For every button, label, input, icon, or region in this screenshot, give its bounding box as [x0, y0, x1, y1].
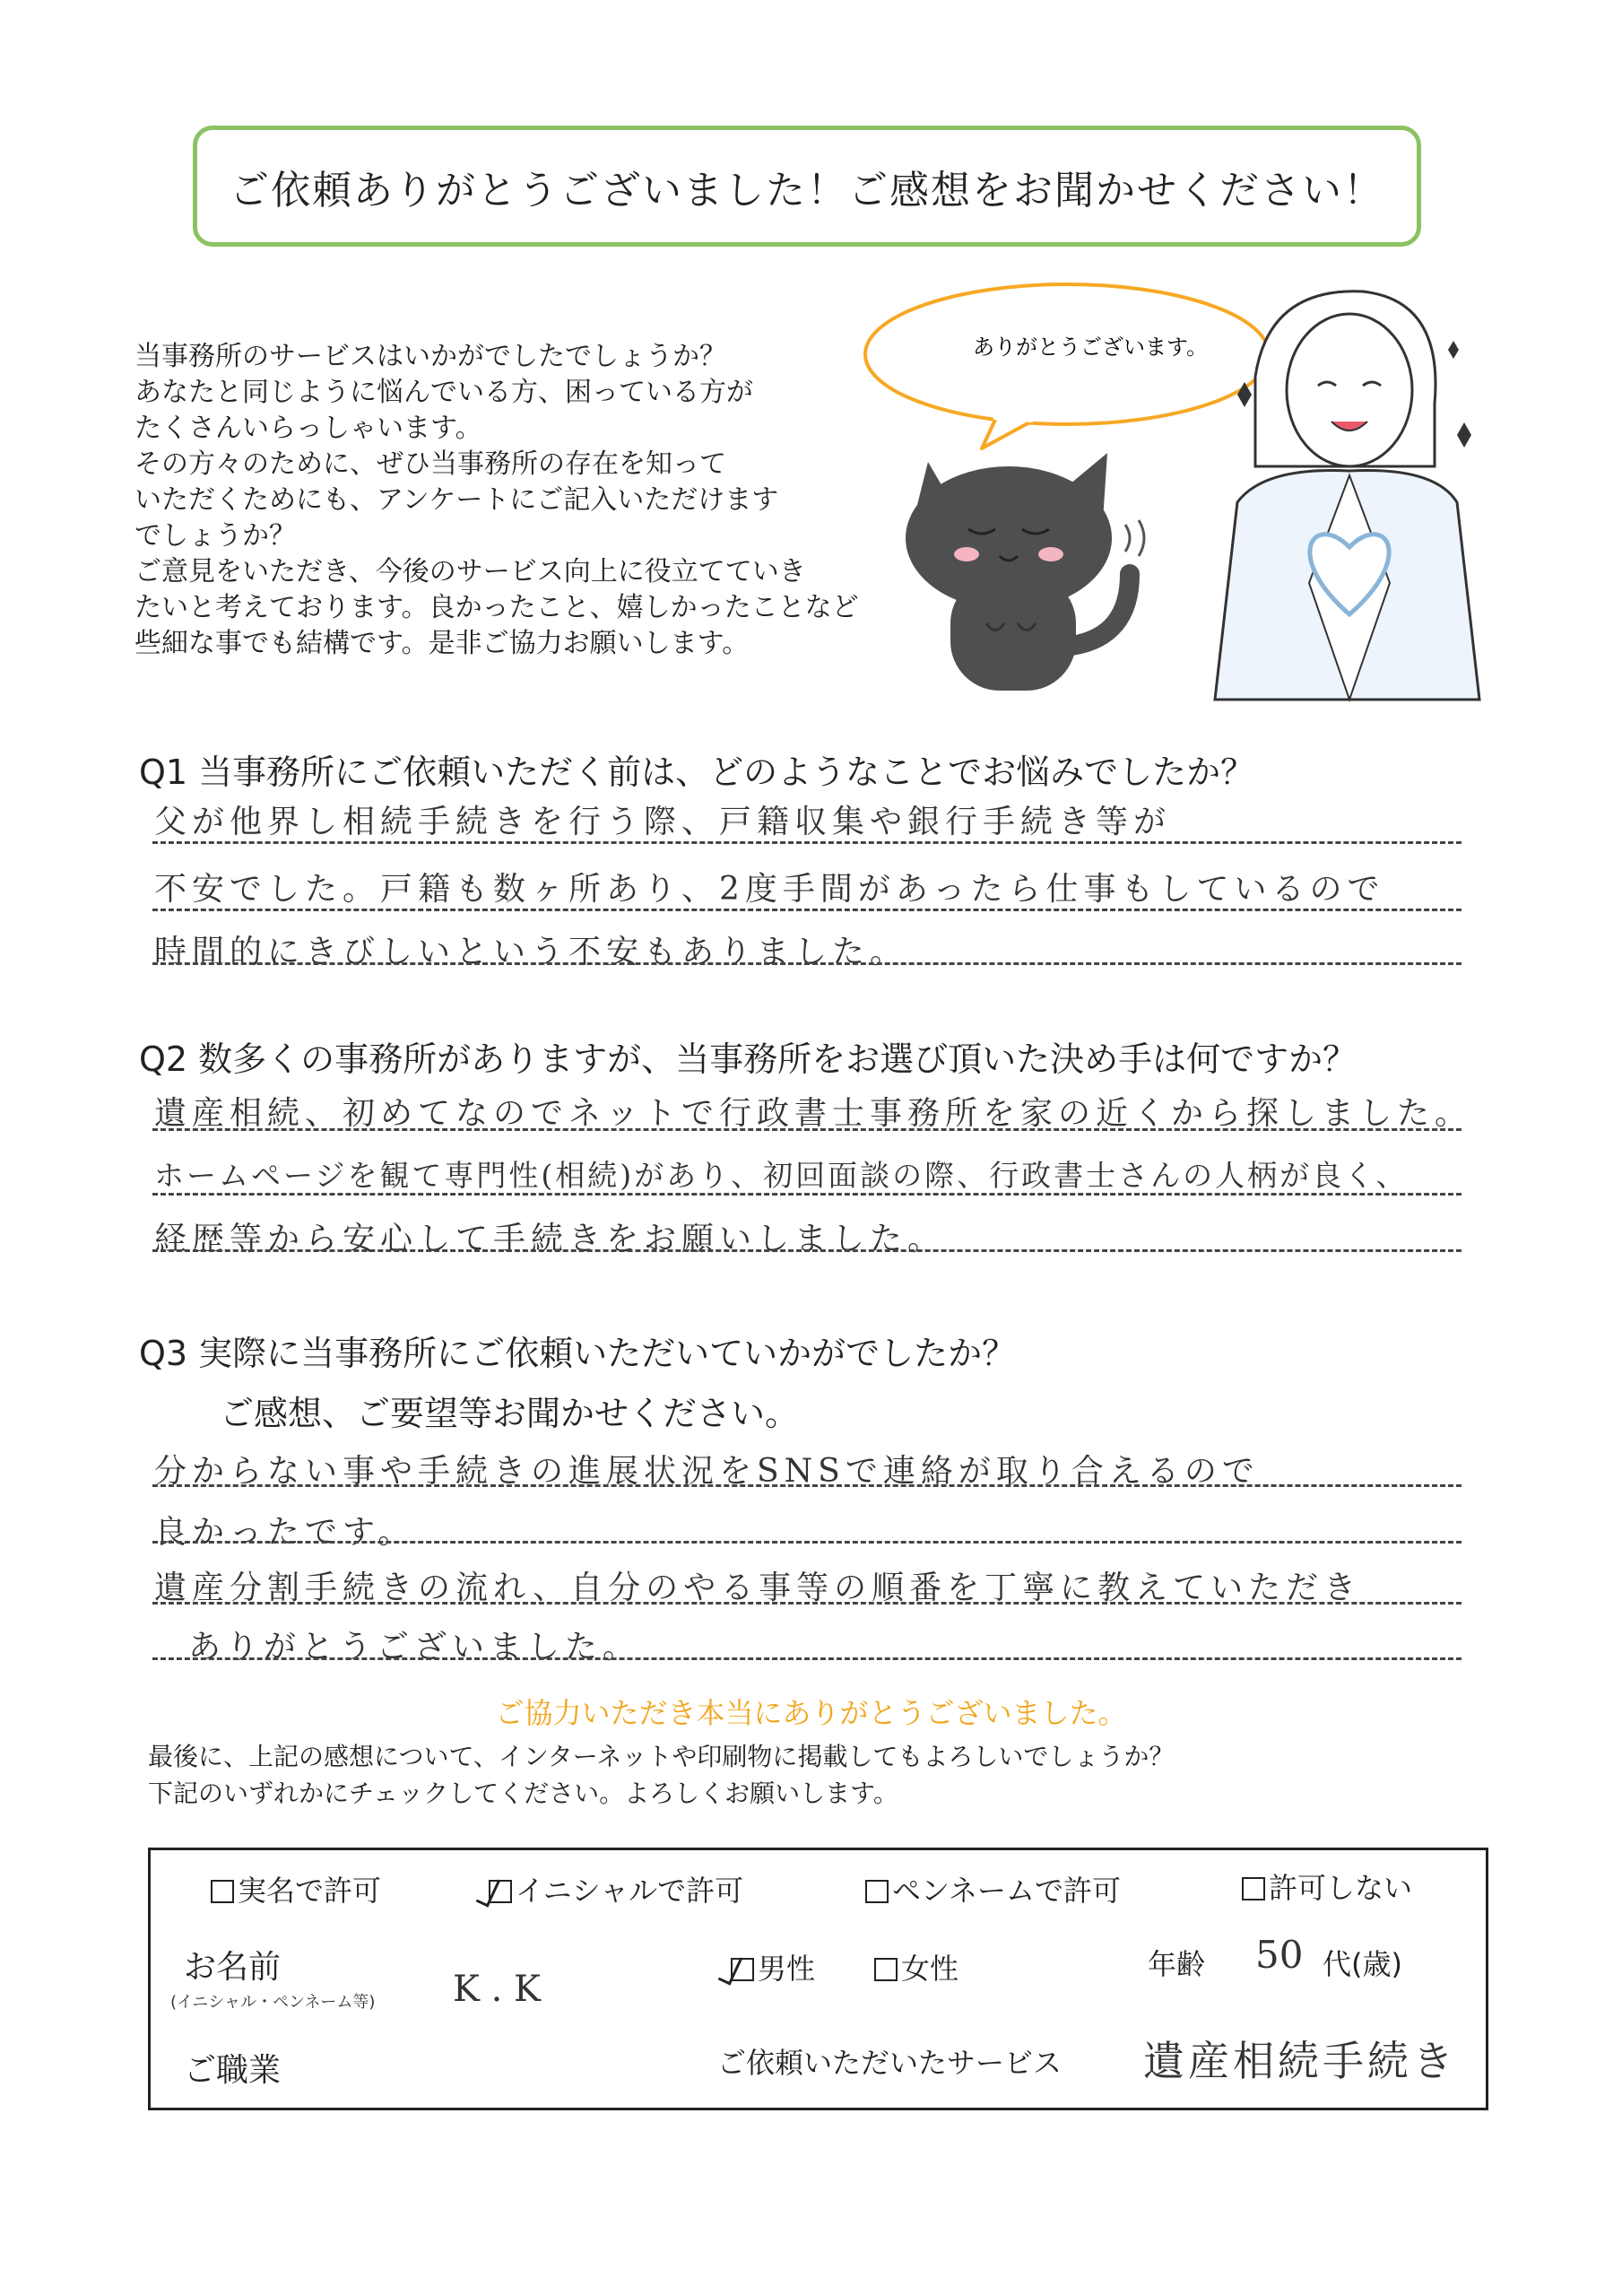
- q3-answer-line: 遺産分割手続きの流れ、自分のやる事等の順番を丁寧に教えていただき: [154, 1570, 1362, 1606]
- gender-option-male[interactable]: 男性: [731, 1946, 815, 1987]
- q3-answer-line: ありがとうございました。: [188, 1629, 641, 1665]
- q2-answer-line: ホームページを観て専門性(相続)があり、初回面談の際、行政書士さんの人柄が良く、: [154, 1158, 1409, 1193]
- q1-answer-line: 不安でした。戸籍も数ヶ所あり、2度手間があったら仕事もしているので: [154, 871, 1385, 908]
- permission-option-deny[interactable]: 許可しない: [1242, 1866, 1412, 1907]
- checkbox[interactable]: [865, 1880, 889, 1903]
- q3-answer-line: 分からない事や手続きの進展状況をSNSで連絡が取り合えるので: [154, 1453, 1260, 1490]
- publication-instruction: 下記のいずれかにチェックしてください。よろしくお願いします。: [148, 1779, 898, 1808]
- checkbox[interactable]: [731, 1958, 754, 1981]
- q2-answer-line: 経歴等から安心して手続きをお願いしました。: [154, 1221, 946, 1257]
- name-sublabel: (イニシャル・ペンネーム等): [170, 1993, 376, 2012]
- intro-line: その方々のために、ぜひ当事務所の存在を知って: [134, 448, 726, 480]
- illustration: [861, 269, 1488, 718]
- gender-option-female[interactable]: 女性: [874, 1946, 958, 1987]
- publication-question: 最後に、上記の感想について、インターネットや印刷物に掲載してもよろしいでしょうか？: [148, 1742, 1175, 1771]
- answer-rule: [152, 1249, 1462, 1252]
- q2-answer-line: 遺産相続、初めてなのでネットで行政書士事務所を家の近くから探しました。: [154, 1095, 1473, 1132]
- service-value[interactable]: 遺産相続手続き: [1143, 2037, 1457, 2085]
- permission-option-initial[interactable]: イニシャルで許可: [489, 1868, 743, 1909]
- answer-rule: [152, 1657, 1462, 1660]
- permission-option-realname[interactable]: 実名で許可: [211, 1868, 381, 1909]
- intro-line: ご意見をいただき、今後のサービス向上に役立てていき: [134, 556, 806, 587]
- permission-option-penname[interactable]: ペンネームで許可: [865, 1868, 1121, 1909]
- age-label: 年齢: [1148, 1947, 1206, 1981]
- q2-question: Q2 数多くの事務所がありますが、当事務所をお選び頂いた決め手は何ですか？: [139, 1039, 1357, 1079]
- answer-rule: [152, 1193, 1462, 1196]
- service-label: ご依頼いただいたサービス: [717, 2046, 1063, 2080]
- q3-answer-line: 良かったです。: [154, 1514, 416, 1551]
- name-label: お名前: [184, 1949, 282, 1986]
- speech-bubble: [865, 284, 1269, 448]
- intro-line: いただくためにも、アンケートにご記入いただけます: [134, 484, 779, 516]
- answer-rule: [152, 1602, 1462, 1605]
- speech-bubble-text: ありがとうございます。: [973, 335, 1209, 360]
- answer-rule: [152, 909, 1462, 911]
- q3-question: Q3 実際に当事務所にご依頼いただいていかがでしたか？: [139, 1334, 1017, 1373]
- intro-line: あなたと同じように悩んでいる方、困っている方が: [134, 377, 753, 408]
- intro-line: 当事務所のサービスはいかがでしたでしょうか？: [134, 341, 726, 372]
- answer-rule: [152, 1484, 1462, 1487]
- intro-line: でしょうか？: [134, 520, 296, 552]
- page-title: ご依頼ありがとうございました！ご感想をお聞かせください！: [193, 126, 1421, 247]
- age-value[interactable]: 50: [1255, 1933, 1304, 1977]
- intro-line: たいと考えております。良かったこと、嬉しかったことなど: [134, 592, 859, 623]
- checkbox[interactable]: [489, 1880, 512, 1903]
- name-value[interactable]: K . K: [453, 1969, 541, 2010]
- q1-answer-line: 時間的にきびしいという不安もありました。: [154, 934, 908, 970]
- checkbox[interactable]: [211, 1880, 234, 1903]
- age-unit: 代(歳): [1323, 1947, 1402, 1981]
- checkbox[interactable]: [874, 1958, 898, 1981]
- answer-rule: [152, 962, 1462, 965]
- intro-line: 些細な事でも結構です。是非ご協力お願いします。: [134, 628, 750, 659]
- answer-rule: [152, 1128, 1462, 1131]
- q1-question: Q1 当事務所にご依頼いただく前は、どのようなことでお悩みでしたか？: [139, 752, 1255, 792]
- q1-answer-line: 父が他界し相続手続きを行う際、戸籍収集や銀行手続き等が: [154, 804, 1172, 840]
- answer-rule: [152, 841, 1462, 844]
- intro-text: [134, 339, 879, 662]
- checkbox[interactable]: [1242, 1877, 1265, 1900]
- q3-question-sub: ご感想、ご要望等お聞かせください。: [220, 1394, 800, 1433]
- thanks-message: ご協力いただき本当にありがとうございました。: [495, 1696, 1127, 1730]
- intro-line: たくさんいらっしゃいます。: [134, 413, 482, 444]
- occupation-label: ご職業: [184, 2052, 282, 2089]
- answer-rule: [152, 1541, 1462, 1544]
- cat-icon: [906, 453, 1144, 691]
